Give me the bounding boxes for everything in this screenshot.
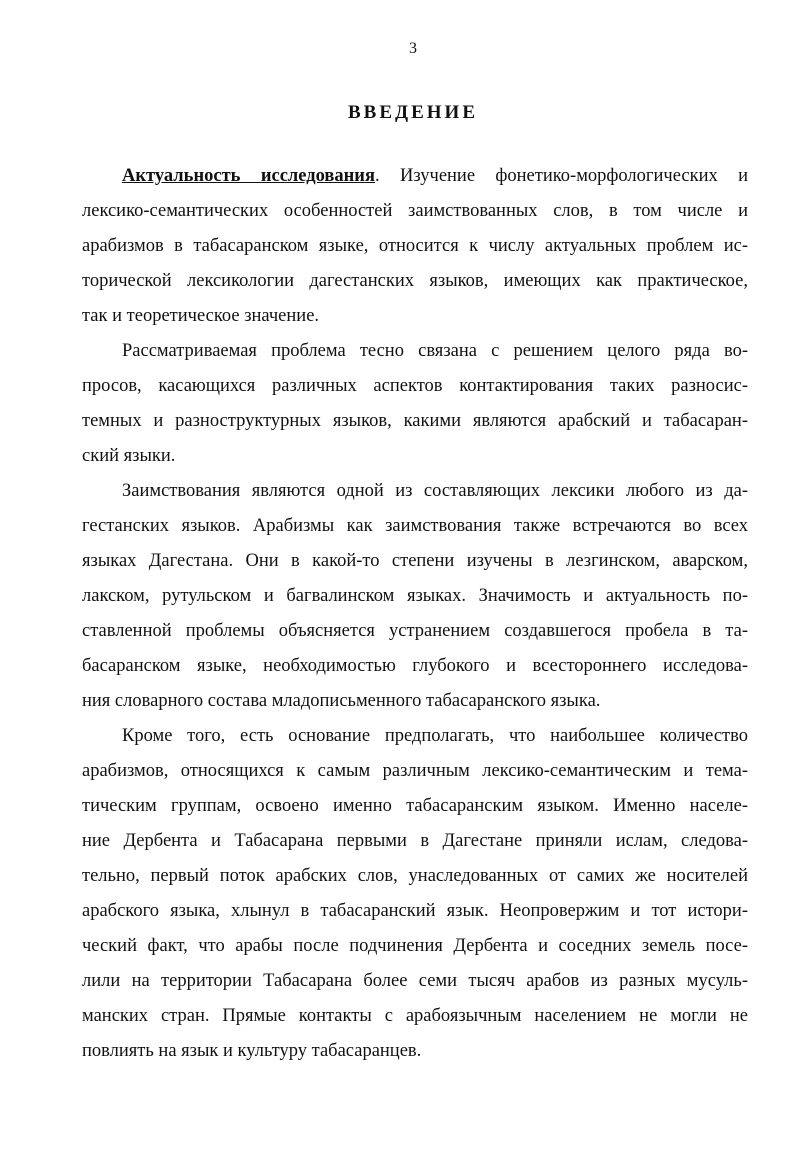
- text-line: ский языки.: [82, 446, 176, 466]
- lead-heading: Актуальность исследования: [122, 166, 375, 186]
- page-title: ВВЕДЕНИЕ: [348, 102, 478, 123]
- text-line: арабского языка, хлынул в табасаранский язык. Неопровержим и тот истори-: [82, 901, 748, 921]
- text-line: лакском, рутульском и багвалинском языках. Значимость и актуальность по-: [82, 586, 748, 606]
- paragraph-2: [82, 334, 748, 474]
- paragraph-3: [82, 474, 748, 719]
- text-line: Рассматриваемая проблема тесно связана с решением целого ряда во-: [122, 341, 748, 361]
- body-text: [82, 159, 748, 1069]
- text-line: тельно, первый поток арабских слов, унаследованных от самих же носителей: [82, 866, 748, 886]
- text-line: арабизмов, относящихся к самым различным лексико-семантическим и тема-: [82, 761, 748, 781]
- text-line: так и теоретическое значение.: [82, 306, 320, 326]
- text-line: Актуальность исследования. Изучение фонетико-морфологических и: [122, 166, 749, 186]
- text-line: языках Дагестана. Они в какой-то степени изучены в лезгинском, аварском,: [82, 551, 748, 571]
- text-line: басаранском языке, необходимостью глубокого и всестороннего исследова-: [82, 656, 748, 676]
- text-line: ние Дербента и Табасарана первыми в Дагестане приняли ислам, следова-: [82, 831, 748, 851]
- text-line: ставленной проблемы объясняется устранением создавшегося пробела в та-: [82, 621, 748, 641]
- paragraph-4: [82, 719, 748, 1069]
- text-line: лексико-семантических особенностей заимствованных слов, в том числе и: [82, 201, 748, 221]
- paragraph-1: [82, 159, 748, 334]
- text-line: лили на территории Табасарана более семи тысяч арабов из разных мусуль-: [82, 971, 748, 991]
- text-line: Заимствования являются одной из составляющих лексики любого из да-: [122, 481, 748, 501]
- text-line: темных и разноструктурных языков, какими являются арабский и табасаран-: [82, 411, 748, 431]
- text-line: тическим группам, освоено именно табасаранским языком. Именно населе-: [82, 796, 748, 816]
- text-line: арабизмов в табасаранском языке, относится к числу актуальных проблем ис-: [82, 236, 748, 256]
- text-line: ния словарного состава младописьменного табасаранского языка.: [82, 691, 601, 711]
- text-line: гестанских языков. Арабизмы как заимствования также встречаются во всех: [82, 516, 748, 536]
- text-line: повлиять на язык и культуру табасаранцев.: [82, 1041, 422, 1061]
- text-line: просов, касающихся различных аспектов контактирования таких разносис-: [82, 376, 748, 396]
- text-line: Кроме того, есть основание предполагать, что наибольшее количество: [122, 726, 748, 746]
- text-line: манских стран. Прямые контакты с арабоязычным населением не могли не: [82, 1006, 748, 1026]
- text-line: ческий факт, что арабы после подчинения Дербента и соседних земель посе-: [82, 936, 748, 956]
- text-line: торической лексикологии дагестанских языков, имеющих как практическое,: [82, 271, 748, 291]
- page-number: 3: [409, 40, 417, 57]
